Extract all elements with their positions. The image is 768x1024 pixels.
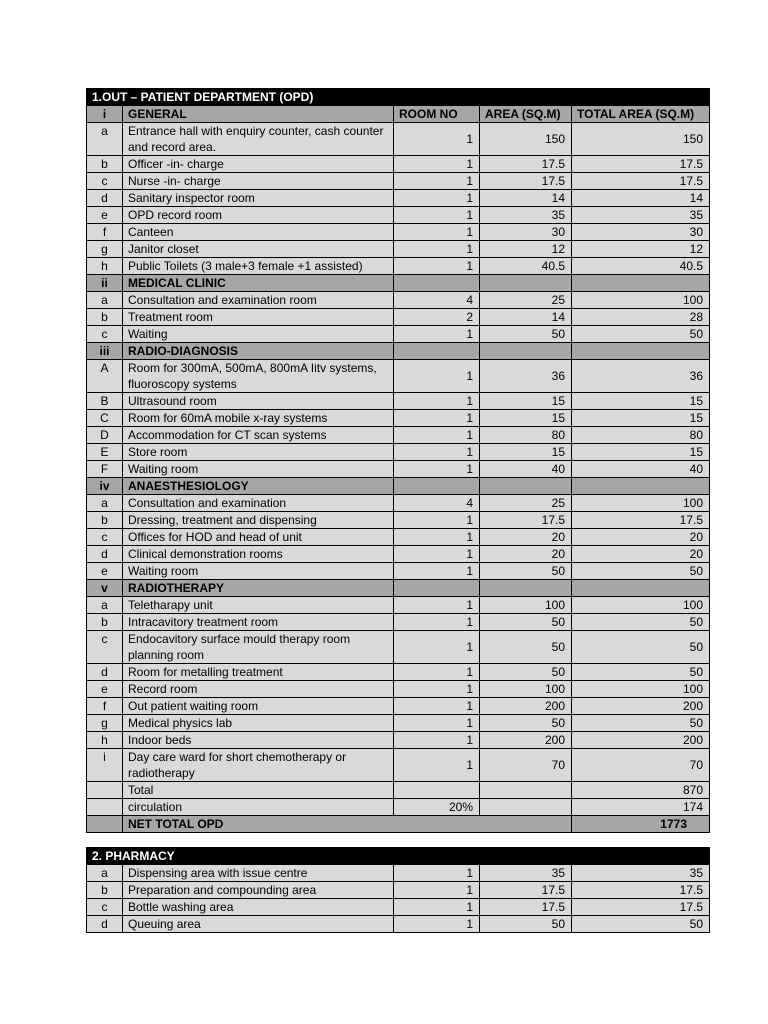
room-name: Room for 60mA mobile x-ray systems (123, 410, 394, 427)
row-index: c (87, 899, 123, 916)
room-name: Record room (123, 681, 394, 698)
room-name: Medical physics lab (123, 715, 394, 732)
area-value: 50 (480, 614, 572, 631)
total-row (87, 782, 710, 799)
row-index: g (87, 715, 123, 732)
total-area-value: 17.5 (572, 899, 710, 916)
area-value: 35 (480, 865, 572, 882)
empty-cell (480, 580, 572, 597)
total-area-value: 50 (572, 631, 710, 664)
room-count: 1 (394, 715, 480, 732)
row-index: f (87, 698, 123, 715)
room-name: Room for metalling treatment (123, 664, 394, 681)
room-count: 1 (394, 529, 480, 546)
empty-cell (480, 782, 572, 799)
room-name: Sanitary inspector room (123, 190, 394, 207)
total-area-value: 36 (572, 360, 710, 393)
room-name: Waiting room (123, 461, 394, 478)
total-area-value: 40.5 (572, 258, 710, 275)
opd-header-row (87, 106, 710, 123)
row-index: B (87, 393, 123, 410)
total-area-value: 80 (572, 427, 710, 444)
pharmacy-table-body (87, 848, 710, 933)
total-area-value: 17.5 (572, 173, 710, 190)
empty-cell (572, 478, 710, 495)
row-index: c (87, 326, 123, 343)
section-label: RADIOTHERAPY (123, 580, 394, 597)
area-value: 50 (480, 563, 572, 580)
row-index: C (87, 410, 123, 427)
empty-cell (394, 343, 480, 360)
total-area-value: 17.5 (572, 512, 710, 529)
row-index: E (87, 444, 123, 461)
area-value: 50 (480, 664, 572, 681)
room-name: Janitor closet (123, 241, 394, 258)
row-index: g (87, 241, 123, 258)
table-row (87, 512, 710, 529)
area-value: 35 (480, 207, 572, 224)
section-label: ANAESTHESIOLOGY (123, 478, 394, 495)
total-area-value: 20 (572, 529, 710, 546)
table-row (87, 156, 710, 173)
room-count: 4 (394, 292, 480, 309)
empty-cell (87, 816, 123, 833)
room-count: 1 (394, 241, 480, 258)
total-area-value: 50 (572, 715, 710, 732)
net-total-row (87, 816, 710, 833)
section-header-row (87, 478, 710, 495)
row-index: F (87, 461, 123, 478)
area-value: 50 (480, 326, 572, 343)
room-count: 1 (394, 899, 480, 916)
table-row (87, 715, 710, 732)
row-index: a (87, 865, 123, 882)
section-index: iv (87, 478, 123, 495)
area-value: 20 (480, 529, 572, 546)
opd-table-body (87, 89, 710, 833)
room-name: Canteen (123, 224, 394, 241)
area-header: AREA (SQ.M) (480, 106, 572, 123)
total-area-value: 20 (572, 546, 710, 563)
total-area-value: 50 (572, 916, 710, 933)
area-value: 50 (480, 715, 572, 732)
room-no-header: ROOM NO (394, 106, 480, 123)
area-value: 100 (480, 681, 572, 698)
area-value: 14 (480, 309, 572, 326)
table-row (87, 865, 710, 882)
total-area-value: 15 (572, 410, 710, 427)
total-area-value: 70 (572, 749, 710, 782)
room-name: Waiting room (123, 563, 394, 580)
circulation-label: circulation (123, 799, 394, 816)
total-area-value: 200 (572, 732, 710, 749)
table-row (87, 393, 710, 410)
room-count: 1 (394, 207, 480, 224)
total-area-value: 100 (572, 681, 710, 698)
circulation-row (87, 799, 710, 816)
table-row (87, 563, 710, 580)
row-index: b (87, 309, 123, 326)
total-area-value: 100 (572, 597, 710, 614)
room-count: 1 (394, 512, 480, 529)
room-name: Treatment room (123, 309, 394, 326)
row-index: b (87, 512, 123, 529)
table-row (87, 309, 710, 326)
area-value: 36 (480, 360, 572, 393)
area-value: 17.5 (480, 156, 572, 173)
section-index: v (87, 580, 123, 597)
row-index: b (87, 882, 123, 899)
total-area-value: 15 (572, 393, 710, 410)
room-name: Dispensing area with issue centre (123, 865, 394, 882)
area-value: 40 (480, 461, 572, 478)
room-count: 1 (394, 461, 480, 478)
row-index: c (87, 173, 123, 190)
table-row (87, 681, 710, 698)
circulation-value: 174 (572, 799, 710, 816)
table-row (87, 597, 710, 614)
room-count: 1 (394, 393, 480, 410)
section-header-row (87, 580, 710, 597)
table-row (87, 123, 710, 156)
pharmacy-title: 2. PHARMACY (87, 848, 710, 865)
room-count: 1 (394, 258, 480, 275)
table-row (87, 664, 710, 681)
room-name: Nurse -in- charge (123, 173, 394, 190)
room-count: 1 (394, 664, 480, 681)
room-name: OPD record room (123, 207, 394, 224)
total-label: Total (123, 782, 394, 799)
table-row (87, 258, 710, 275)
area-value: 15 (480, 444, 572, 461)
room-count: 1 (394, 681, 480, 698)
empty-cell (87, 782, 123, 799)
empty-cell (480, 478, 572, 495)
row-index: D (87, 427, 123, 444)
opd-title-row (87, 89, 710, 106)
area-value: 14 (480, 190, 572, 207)
room-count: 1 (394, 631, 480, 664)
room-count: 1 (394, 190, 480, 207)
room-count: 1 (394, 326, 480, 343)
room-count: 1 (394, 173, 480, 190)
table-row (87, 546, 710, 563)
area-value: 15 (480, 393, 572, 410)
room-name: Clinical demonstration rooms (123, 546, 394, 563)
table-row (87, 461, 710, 478)
row-index: e (87, 681, 123, 698)
row-index: i (87, 749, 123, 782)
empty-cell (394, 478, 480, 495)
room-count: 1 (394, 882, 480, 899)
room-count: 1 (394, 360, 480, 393)
total-area-header: TOTAL AREA (SQ.M) (572, 106, 710, 123)
room-name: Preparation and compounding area (123, 882, 394, 899)
total-area-value: 50 (572, 326, 710, 343)
total-area-value: 35 (572, 865, 710, 882)
total-area-value: 12 (572, 241, 710, 258)
room-name: Queuing area (123, 916, 394, 933)
table-row (87, 899, 710, 916)
total-area-value: 50 (572, 664, 710, 681)
area-value: 150 (480, 123, 572, 156)
room-count: 1 (394, 410, 480, 427)
opd-title: 1.OUT – PATIENT DEPARTMENT (OPD) (87, 89, 710, 106)
table-row (87, 292, 710, 309)
room-count: 1 (394, 597, 480, 614)
row-index: d (87, 916, 123, 933)
table-row (87, 241, 710, 258)
row-index: a (87, 292, 123, 309)
table-row (87, 698, 710, 715)
total-area-value: 150 (572, 123, 710, 156)
total-area-value: 100 (572, 292, 710, 309)
room-name: Intracavitory treatment room (123, 614, 394, 631)
room-count: 1 (394, 546, 480, 563)
room-count: 1 (394, 865, 480, 882)
row-index: c (87, 631, 123, 664)
empty-cell (572, 275, 710, 292)
total-value: 870 (572, 782, 710, 799)
table-row (87, 360, 710, 393)
total-area-value: 50 (572, 614, 710, 631)
room-name: Consultation and examination (123, 495, 394, 512)
room-count: 1 (394, 123, 480, 156)
table-row (87, 326, 710, 343)
row-index: e (87, 207, 123, 224)
empty-cell (480, 799, 572, 816)
total-area-value: 30 (572, 224, 710, 241)
table-row (87, 207, 710, 224)
section-index: ii (87, 275, 123, 292)
circulation-percent: 20% (394, 799, 480, 816)
pharmacy-table (86, 847, 710, 933)
total-area-value: 35 (572, 207, 710, 224)
empty-cell (394, 782, 480, 799)
row-index: d (87, 664, 123, 681)
table-row (87, 224, 710, 241)
net-total-label: NET TOTAL OPD (123, 816, 572, 833)
area-value: 17.5 (480, 512, 572, 529)
row-index: a (87, 123, 123, 156)
room-name: Consultation and examination room (123, 292, 394, 309)
section-index: i (87, 106, 123, 123)
area-value: 17.5 (480, 882, 572, 899)
section-label: GENERAL (123, 106, 394, 123)
pharmacy-title-row (87, 848, 710, 865)
room-name: Officer -in- charge (123, 156, 394, 173)
section-label: MEDICAL CLINIC (123, 275, 394, 292)
total-area-value: 17.5 (572, 156, 710, 173)
room-count: 1 (394, 749, 480, 782)
empty-cell (394, 275, 480, 292)
area-value: 17.5 (480, 173, 572, 190)
row-index: b (87, 614, 123, 631)
row-index: d (87, 546, 123, 563)
section-label: RADIO-DIAGNOSIS (123, 343, 394, 360)
room-count: 1 (394, 156, 480, 173)
row-index: a (87, 597, 123, 614)
table-row (87, 173, 710, 190)
table-row (87, 631, 710, 664)
total-area-value: 28 (572, 309, 710, 326)
table-row (87, 427, 710, 444)
area-value: 15 (480, 410, 572, 427)
section-header-row (87, 275, 710, 292)
row-index: a (87, 495, 123, 512)
row-index: h (87, 258, 123, 275)
section-header-row (87, 343, 710, 360)
area-value: 70 (480, 749, 572, 782)
table-row (87, 410, 710, 427)
row-index: b (87, 156, 123, 173)
row-index: e (87, 563, 123, 580)
total-area-value: 15 (572, 444, 710, 461)
room-count: 1 (394, 698, 480, 715)
empty-cell (394, 580, 480, 597)
room-count: 2 (394, 309, 480, 326)
empty-cell (87, 799, 123, 816)
area-value: 200 (480, 732, 572, 749)
table-row (87, 444, 710, 461)
room-name: Waiting (123, 326, 394, 343)
room-name: Accommodation for CT scan systems (123, 427, 394, 444)
area-value: 17.5 (480, 899, 572, 916)
total-area-value: 200 (572, 698, 710, 715)
area-value: 25 (480, 292, 572, 309)
room-name: Out patient waiting room (123, 698, 394, 715)
empty-cell (480, 343, 572, 360)
room-name: Indoor beds (123, 732, 394, 749)
area-value: 200 (480, 698, 572, 715)
empty-cell (572, 580, 710, 597)
total-area-value: 100 (572, 495, 710, 512)
room-name: Day care ward for short chemotherapy or radiotherapy (123, 749, 394, 782)
room-name: Offices for HOD and head of unit (123, 529, 394, 546)
area-value: 80 (480, 427, 572, 444)
room-count: 1 (394, 732, 480, 749)
empty-cell (572, 343, 710, 360)
room-count: 1 (394, 614, 480, 631)
area-value: 20 (480, 546, 572, 563)
room-name: Ultrasound room (123, 393, 394, 410)
table-row (87, 495, 710, 512)
area-value: 50 (480, 916, 572, 933)
total-area-value: 14 (572, 190, 710, 207)
room-name: Entrance hall with enquiry counter, cash counter and record area. (123, 123, 394, 156)
room-name: Dressing, treatment and dispensing (123, 512, 394, 529)
room-count: 4 (394, 495, 480, 512)
area-value: 40.5 (480, 258, 572, 275)
room-name: Bottle washing area (123, 899, 394, 916)
total-area-value: 50 (572, 563, 710, 580)
room-count: 1 (394, 563, 480, 580)
room-name: Public Toilets (3 male+3 female +1 assisted) (123, 258, 394, 275)
empty-cell (480, 275, 572, 292)
table-row (87, 190, 710, 207)
room-count: 1 (394, 444, 480, 461)
row-index: d (87, 190, 123, 207)
row-index: A (87, 360, 123, 393)
area-value: 25 (480, 495, 572, 512)
area-value: 100 (480, 597, 572, 614)
room-name: Room for 300mA, 500mA, 800mA Iitv systems, fluoroscopy systems (123, 360, 394, 393)
area-value: 30 (480, 224, 572, 241)
room-count: 1 (394, 916, 480, 933)
row-index: f (87, 224, 123, 241)
total-area-value: 17.5 (572, 882, 710, 899)
table-row (87, 916, 710, 933)
room-count: 1 (394, 427, 480, 444)
table-row (87, 749, 710, 782)
opd-table (86, 88, 710, 833)
room-name: Endocavitory surface mould therapy room planning room (123, 631, 394, 664)
row-index: c (87, 529, 123, 546)
room-name: Teletharapy unit (123, 597, 394, 614)
area-value: 50 (480, 631, 572, 664)
room-name: Store room (123, 444, 394, 461)
row-index: h (87, 732, 123, 749)
net-total-value: 1773 (572, 816, 710, 833)
total-area-value: 40 (572, 461, 710, 478)
area-value: 12 (480, 241, 572, 258)
section-index: iii (87, 343, 123, 360)
room-count: 1 (394, 224, 480, 241)
table-row (87, 529, 710, 546)
table-row (87, 614, 710, 631)
table-row (87, 882, 710, 899)
table-row (87, 732, 710, 749)
